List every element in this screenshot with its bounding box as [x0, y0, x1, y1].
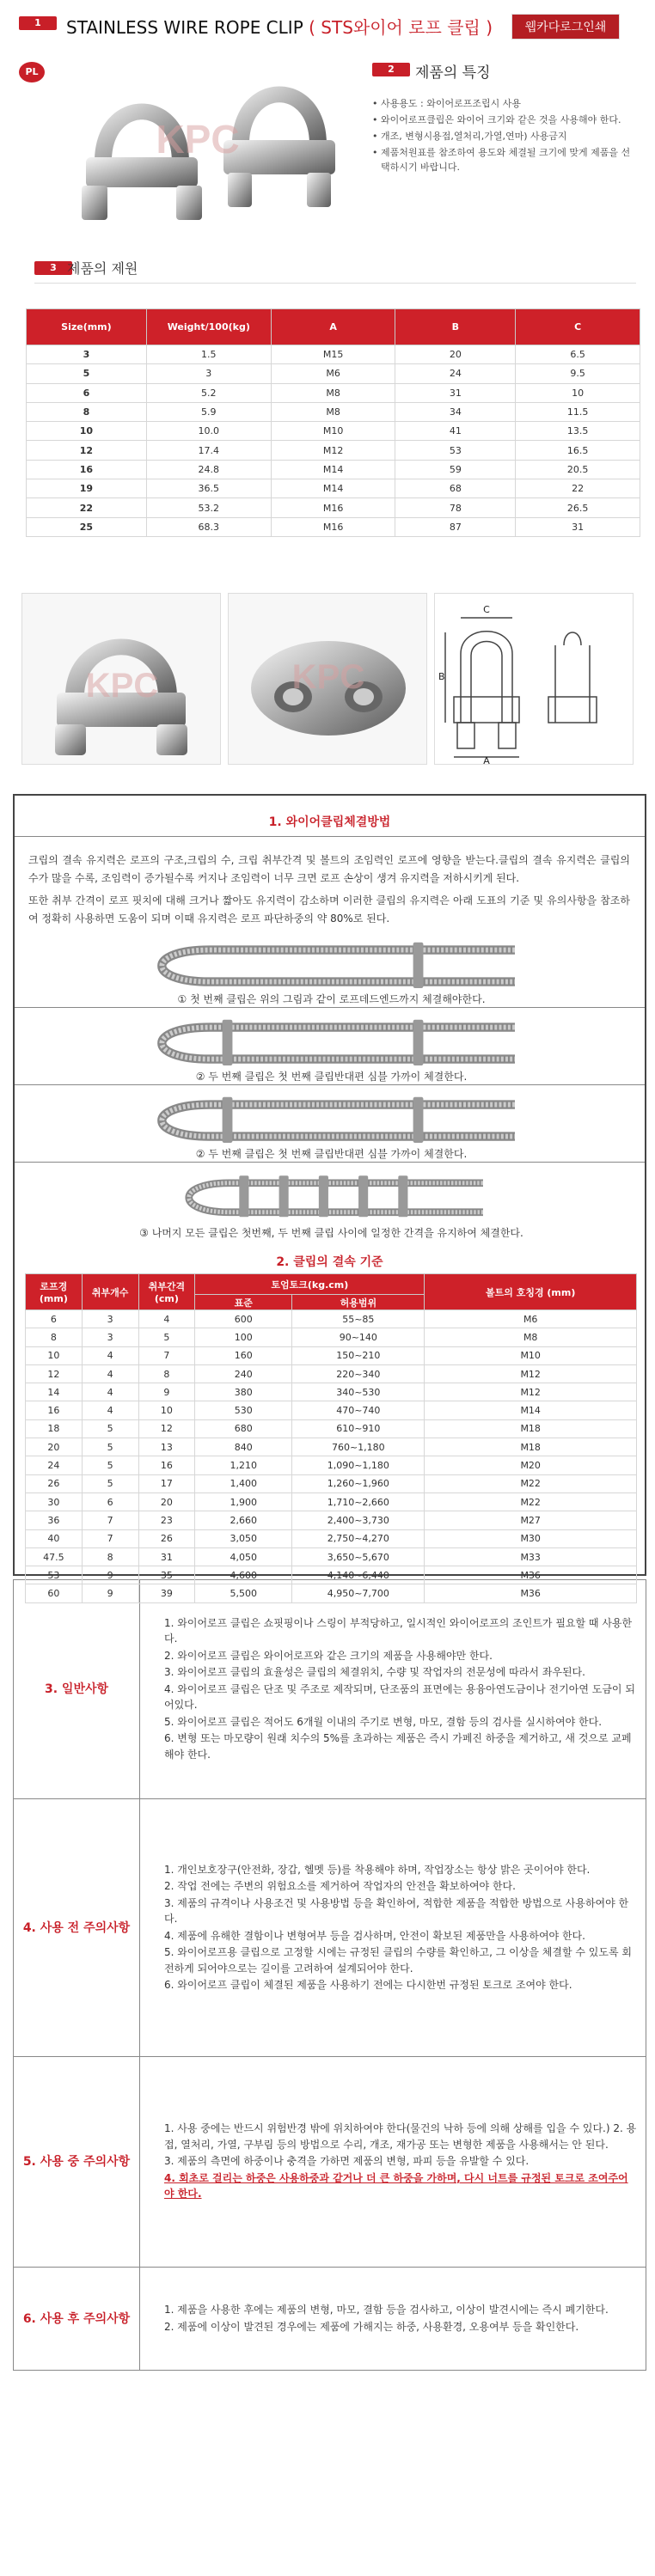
list-item: • 사용용도 : 와이어로프조립시 사용 [372, 96, 639, 111]
table-row [27, 383, 640, 402]
table-cell: 5 [138, 1328, 195, 1346]
criteria-section [13, 1246, 646, 1600]
table-cell: M16 [271, 517, 395, 536]
table-cell: M18 [425, 1419, 637, 1438]
table-cell: 10 [26, 1346, 83, 1364]
criteria-title: 2. 클립의 결속 기준 [276, 1255, 383, 1269]
table-cell: 4 [138, 1310, 195, 1328]
web-catalog-print-button[interactable]: 웹카다로그인쇄 [511, 14, 620, 40]
table-row [26, 1566, 637, 1584]
table-row [27, 460, 640, 479]
table-cell: 1,900 [195, 1492, 292, 1511]
table-cell: 53 [26, 1566, 83, 1584]
table-cell: 5.2 [146, 383, 271, 402]
clip-photo-top [229, 594, 428, 766]
step-caption: ② 두 번째 클립은 첫 번째 클립반대편 심블 가까이 체결한다. [195, 1071, 468, 1083]
table-cell: 87 [395, 517, 516, 536]
table-row [26, 1511, 637, 1529]
title-kr: ( STS와이어 로프 클립 ) [309, 17, 493, 38]
table-row [14, 2057, 646, 2268]
table-cell: 24 [395, 364, 516, 383]
dimension-label: B [438, 671, 445, 682]
note-line: 4. 제품에 유해한 결함이나 변형여부 등을 검사하며, 안전이 확보된 제품만을 사용하여야 한다. [164, 1929, 585, 1942]
table-row [27, 441, 640, 460]
note-line: 2. 와이어로프 클립은 와이어로프와 같은 크기의 제품을 사용해야만 한다. [164, 1649, 493, 1662]
table-cell: 2,400~3,730 [292, 1511, 425, 1529]
table-cell: 6 [27, 383, 147, 402]
table-cell: 25 [27, 517, 147, 536]
table-row [14, 2268, 646, 2371]
table-cell: 19 [27, 479, 147, 498]
table-cell: 12 [27, 441, 147, 460]
table-cell: 6 [82, 1492, 138, 1511]
table-cell: 10.0 [146, 422, 271, 441]
table-cell: 100 [195, 1328, 292, 1346]
table-cell: 6 [26, 1310, 83, 1328]
clip-drawing [435, 594, 634, 766]
method-title: 1. 와이어클립체결방법 [268, 815, 391, 829]
table-cell: 68.3 [146, 517, 271, 536]
table-cell: M6 [271, 364, 395, 383]
note-line: 3. 제품의 측면에 하중이나 충격을 가하면 제품의 변형, 파피 등을 유발할 수 있다. [164, 2155, 530, 2168]
clip-photo [22, 594, 222, 766]
table-cell: 1.5 [146, 345, 271, 364]
table-cell: 16 [138, 1456, 195, 1474]
table-cell: 3 [82, 1310, 138, 1328]
dimension-label: A [483, 755, 490, 766]
dimension-diagram [434, 593, 634, 765]
table-cell: 530 [195, 1401, 292, 1419]
title-en: STAINLESS WIRE ROPE CLIP [66, 17, 303, 38]
table-cell: 34 [395, 402, 516, 421]
table-cell: 17 [138, 1474, 195, 1492]
table-row [26, 1529, 637, 1547]
column-header: 표준 [195, 1295, 292, 1310]
table-cell: 610~910 [292, 1419, 425, 1438]
table-cell: 220~340 [292, 1364, 425, 1383]
table-cell: M10 [425, 1346, 637, 1364]
table-cell: 36.5 [146, 479, 271, 498]
note-line: 5. 와이어로프용 클립으로 고정할 시에는 규정된 클립의 수량를 확인하고, 그 이상을 체결할 수 있도록 회전하게 되어야으로는 길이를 고려하여 설계되어야 한다. [164, 1946, 632, 1975]
table-cell: 12 [26, 1364, 83, 1383]
features-list [372, 96, 639, 176]
spec-table-body [27, 345, 640, 537]
note-line: 1. 제품을 사용한 후에는 제품의 변형, 마모, 결함 등을 검사하고, 이상이 발견시에는 즉시 폐기한다. [164, 2304, 609, 2316]
table-row [26, 1547, 637, 1566]
table-cell: 36 [26, 1511, 83, 1529]
column-header: B [395, 309, 516, 345]
table-cell: 3 [146, 364, 271, 383]
table-cell: 18 [26, 1419, 83, 1438]
table-cell: 3 [82, 1328, 138, 1346]
table-row [26, 1401, 637, 1419]
note-emphasis: 4. 회초로 걸리는 하중은 사용하중과 같거나 더 큰 하중을 가하며, 다시 너트를 규정된 토크로 조여주어야 한다. [164, 2171, 628, 2201]
table-cell: 7 [82, 1511, 138, 1529]
rope-diagram-4 [66, 1157, 582, 1220]
note-line: 2. 제품에 이상이 발견된 경우에는 제품에 가해지는 하중, 사용환경, 오용여부 등을 확인한다. [164, 2320, 579, 2333]
table-cell: 22 [516, 479, 640, 498]
step-caption: ② 두 번째 클립은 첫 번째 클립반대편 심블 가까이 체결한다. [195, 1148, 468, 1160]
rope-diagram-2 [66, 1002, 582, 1065]
table-cell: M22 [425, 1474, 637, 1492]
table-row [26, 1383, 637, 1401]
list-item: • 개조, 변형시용접,열처리,가열,연마) 사용금지 [372, 129, 639, 143]
rope-diagram-1 [66, 925, 582, 988]
table-cell: M36 [425, 1566, 637, 1584]
table-cell: 5 [82, 1456, 138, 1474]
table-cell: 78 [395, 498, 516, 517]
table-cell: 4,600 [195, 1566, 292, 1584]
table-cell: 470~740 [292, 1401, 425, 1419]
spec-section-header [34, 258, 636, 284]
table-cell: M8 [425, 1328, 637, 1346]
table-row [26, 1419, 637, 1438]
table-cell: 35 [138, 1566, 195, 1584]
table-cell: 1,090~1,180 [292, 1456, 425, 1474]
table-row [26, 1492, 637, 1511]
table-cell: 7 [138, 1346, 195, 1364]
table-cell: 26 [26, 1474, 83, 1492]
table-cell: 39 [138, 1584, 195, 1602]
table-cell: 5 [82, 1438, 138, 1456]
features-heading: 제품의 특징 [415, 64, 491, 82]
spec-heading: 제품의 제원 [67, 260, 138, 277]
table-cell: 47.5 [26, 1547, 83, 1566]
method-paragraph-1: 크립의 결속 유지력은 로프의 구조,크립의 수, 크립 취부간격 및 볼트의 조임력인 로프에 영향을 받는다.클립의 결속 유지력은 클립의 수가 많을 수록, 조임력이 증가될수록 커지나 조임력이 너무 크면 로프 손상이 생겨 유지력을 저하시키게 된다. [28, 854, 630, 884]
table-row [27, 479, 640, 498]
table-cell: M18 [425, 1438, 637, 1456]
note-line: 6. 변형 또는 마모량이 원래 치수의 5%를 초과하는 제품은 즉시 가페진 하중을 제거하고, 새 것으로 교페해야 한다. [164, 1732, 632, 1761]
table-cell: 4 [82, 1346, 138, 1364]
table-cell: 1,400 [195, 1474, 292, 1492]
table-cell: 160 [195, 1346, 292, 1364]
table-cell: M33 [425, 1547, 637, 1566]
table-row [26, 1346, 637, 1364]
table-cell: 380 [195, 1383, 292, 1401]
table-cell: 16.5 [516, 441, 640, 460]
table-cell: 8 [27, 402, 147, 421]
table-cell: 2,750~4,270 [292, 1529, 425, 1547]
table-cell: 5 [82, 1474, 138, 1492]
column-header: 토엄토크(kg.cm) [195, 1274, 425, 1295]
table-cell: 8 [138, 1364, 195, 1383]
table-cell: 31 [516, 517, 640, 536]
section-badge: 3 [34, 261, 72, 275]
notes-label: 6. 사용 후 주의사항 [14, 2268, 140, 2371]
table-cell: 55~85 [292, 1310, 425, 1328]
table-cell: 13.5 [516, 422, 640, 441]
product-photo-1 [21, 593, 221, 765]
note-line: 1. 개인보호장구(안전화, 장갑, 헬멧 등)를 착용해야 하며, 작업장소는 항상 밝은 곳이어야 한다. [164, 1863, 591, 1876]
table-cell: 16 [26, 1401, 83, 1419]
table-cell: 31 [395, 383, 516, 402]
notes-content [140, 1580, 646, 1799]
table-cell: 22 [27, 498, 147, 517]
table-row [26, 1310, 637, 1328]
section-badge: 2 [372, 63, 410, 76]
spec-table [26, 308, 640, 537]
table-cell: 11.5 [516, 402, 640, 421]
note-line: 3. 와이어로프 클립의 효율성은 클립의 체결위치, 수량 및 작업자의 전문성에 따라서 좌우된다. [164, 1666, 585, 1679]
table-cell: 9 [82, 1566, 138, 1584]
table-cell: 30 [26, 1492, 83, 1511]
table-row [26, 1584, 637, 1602]
table-cell: 7 [82, 1529, 138, 1547]
watermark: KPC [291, 658, 365, 696]
column-header: 허용범위 [292, 1295, 425, 1310]
notes-label: 3. 일반사항 [14, 1580, 140, 1799]
table-cell: 16 [27, 460, 147, 479]
table-cell: 4 [82, 1401, 138, 1419]
table-cell: 1,260~1,960 [292, 1474, 425, 1492]
table-cell: 1,710~2,660 [292, 1492, 425, 1511]
installation-method-box [13, 794, 646, 1246]
table-cell: M22 [425, 1492, 637, 1511]
table-row [27, 498, 640, 517]
table-cell: 8 [82, 1547, 138, 1566]
table-cell: 150~210 [292, 1346, 425, 1364]
table-cell: 20 [395, 345, 516, 364]
table-cell: 24.8 [146, 460, 271, 479]
table-row [26, 1364, 637, 1383]
table-cell: M10 [271, 422, 395, 441]
table-cell: 20 [26, 1438, 83, 1456]
table-cell: M12 [425, 1364, 637, 1383]
column-header: C [516, 309, 640, 345]
table-cell: 4,050 [195, 1547, 292, 1566]
table-cell: 68 [395, 479, 516, 498]
divider [15, 836, 645, 837]
column-header: 취부간격 (cm) [138, 1274, 195, 1310]
table-cell: 12 [138, 1419, 195, 1438]
note-line: 1. 와이어로프 클립은 쇼핏핑이나 스링이 부적당하고, 일시적인 와이어로프의 조인트가 필요할 때 사용한다. [164, 1616, 633, 1645]
table-cell: 760~1,180 [292, 1438, 425, 1456]
table-cell: 10 [516, 383, 640, 402]
watermark: KPC [156, 117, 240, 162]
table-cell: 14 [26, 1383, 83, 1401]
table-cell: M27 [425, 1511, 637, 1529]
table-row [27, 345, 640, 364]
notes-table [13, 1579, 646, 2371]
table-cell: M14 [425, 1401, 637, 1419]
table-cell: 3,050 [195, 1529, 292, 1547]
table-row [26, 1438, 637, 1456]
table-cell: M8 [271, 402, 395, 421]
table-cell: M20 [425, 1456, 637, 1474]
table-cell: 13 [138, 1438, 195, 1456]
note-line: 3. 제품의 규격이나 사용조건 및 사용방법 등을 확인하여, 적합한 제품을 적합한 방법으로 사용하여야 한다. [164, 1896, 629, 1925]
table-cell: M36 [425, 1584, 637, 1602]
table-cell: 9 [138, 1383, 195, 1401]
note-line: 1. 사용 중에는 반드시 위험반경 밖에 위치하여야 한다(물건의 낙하 등에 의해 상해를 입을 수 있다.) 2. 용접, 열처리, 가열, 구부림 등의 방법으로 수리, 개조, 재가공 또는 변형한 제품을 사용해서는 안 된다. [164, 2122, 637, 2151]
header [0, 0, 655, 52]
table-cell: 3 [27, 345, 147, 364]
table-row [27, 517, 640, 536]
table-row [26, 1328, 637, 1346]
page-title [66, 14, 493, 39]
list-item: • 와이어로프클립은 와이어 크기와 같은 것을 사용해야 한다. [372, 113, 639, 127]
table-cell: 240 [195, 1364, 292, 1383]
table-row [14, 1580, 646, 1799]
table-cell: 40 [26, 1529, 83, 1547]
list-item: • 제품처원표를 참조하여 용도와 체결될 크기에 맞게 제품을 선택하시기 바랍니다. [372, 145, 639, 174]
table-cell: 5 [27, 364, 147, 383]
table-row [14, 1799, 646, 2057]
rope-diagram-3 [66, 1079, 582, 1143]
table-cell: 20.5 [516, 460, 640, 479]
table-cell: 59 [395, 460, 516, 479]
table-cell: M15 [271, 345, 395, 364]
table-cell: 6.5 [516, 345, 640, 364]
column-header: 취부개수 [82, 1274, 138, 1310]
table-cell: M6 [425, 1310, 637, 1328]
table-row [26, 1456, 637, 1474]
table-cell: 60 [26, 1584, 83, 1602]
table-cell: 4,140~6,440 [292, 1566, 425, 1584]
table-cell: 840 [195, 1438, 292, 1456]
table-cell: 17.4 [146, 441, 271, 460]
notes-content [140, 2268, 646, 2371]
table-cell: 10 [138, 1401, 195, 1419]
column-header: 로프경 (mm) [26, 1274, 83, 1310]
table-cell: 5 [82, 1419, 138, 1438]
table-header-row [27, 309, 640, 345]
table-cell: M12 [425, 1383, 637, 1401]
notes-label: 4. 사용 전 주의사항 [14, 1799, 140, 2057]
table-cell: 26 [138, 1529, 195, 1547]
table-cell: 20 [138, 1492, 195, 1511]
table-cell: M8 [271, 383, 395, 402]
table-cell: 5,500 [195, 1584, 292, 1602]
table-row [27, 422, 640, 441]
notes-label: 5. 사용 중 주의사항 [14, 2057, 140, 2268]
table-cell: 24 [26, 1456, 83, 1474]
column-header: Size(mm) [27, 309, 147, 345]
table-cell: 31 [138, 1547, 195, 1566]
step-caption: ③ 나머지 모든 클립은 첫번째, 두 번째 클립 사이에 일정한 간격을 유지하여 체결한다. [139, 1227, 523, 1239]
note-line: 4. 와이어로프 클립은 단조 및 주조로 제작되며, 단조품의 표면에는 용융아연도금이나 전기아연 도금이 되어있다. [164, 1682, 635, 1712]
brand-logo: PL [19, 62, 45, 82]
table-cell: M16 [271, 498, 395, 517]
table-cell: 53.2 [146, 498, 271, 517]
table-row [27, 402, 640, 421]
table-cell: 9 [82, 1584, 138, 1602]
table-cell: 90~140 [292, 1328, 425, 1346]
product-photo [43, 58, 352, 230]
note-line: 2. 작업 전에는 주변의 위험요소를 제거하여 작업자의 안전을 확보하여야 한다. [164, 1880, 516, 1892]
table-cell: 1,210 [195, 1456, 292, 1474]
table-cell: 41 [395, 422, 516, 441]
table-cell: 26.5 [516, 498, 640, 517]
dimension-label: C [483, 604, 490, 615]
method-paragraph-2: 또한 취부 간격이 로프 핏치에 대해 크거나 짧아도 유지력이 감소하며 이러한 클립의 유지력은 아래 도표의 기준 및 유의사항을 참조하여 정확히 사용하면 도움이 되며 이때 유지력은 로프 파단하중의 약 80%로 된다. [28, 894, 630, 925]
note-line: 6. 와이어로프 클립이 체결된 제품을 사용하기 전에는 다시한번 규정된 토크로 조여야 한다. [164, 1979, 572, 1991]
table-cell: M30 [425, 1529, 637, 1547]
table-row [26, 1474, 637, 1492]
table-cell: 4 [82, 1364, 138, 1383]
table-cell: 600 [195, 1310, 292, 1328]
table-cell: 3,650~5,670 [292, 1547, 425, 1566]
watermark: KPC [85, 667, 159, 705]
table-cell: 4,950~7,700 [292, 1584, 425, 1602]
section-badge: 1 [19, 16, 57, 30]
table-cell: 10 [27, 422, 147, 441]
table-cell: M14 [271, 479, 395, 498]
table-cell: M12 [271, 441, 395, 460]
notes-content [140, 1799, 646, 2057]
table-cell: 9.5 [516, 364, 640, 383]
note-line: 5. 와이어로프 클립은 적어도 6개월 이내의 주기로 변형, 마모, 결함 등의 검사를 실시하여야 한다. [164, 1715, 603, 1728]
table-cell: 680 [195, 1419, 292, 1438]
column-header: Weight/100(kg) [146, 309, 271, 345]
notes-content [140, 2057, 646, 2268]
table-row [27, 364, 640, 383]
table-cell: 4 [82, 1383, 138, 1401]
column-header: 볼트의 호칭경 (mm) [425, 1274, 637, 1310]
table-cell: 2,660 [195, 1511, 292, 1529]
table-cell: 5.9 [146, 402, 271, 421]
table-cell: 8 [26, 1328, 83, 1346]
column-header: A [271, 309, 395, 345]
product-photo-2 [228, 593, 427, 765]
criteria-table [25, 1273, 637, 1603]
table-cell: 340~530 [292, 1383, 425, 1401]
step-caption: ① 첫 번째 클립은 위의 그림과 같이 로프데드엔드까지 체결해야한다. [177, 993, 486, 1005]
table-cell: 23 [138, 1511, 195, 1529]
table-cell: 53 [395, 441, 516, 460]
table-cell: M14 [271, 460, 395, 479]
